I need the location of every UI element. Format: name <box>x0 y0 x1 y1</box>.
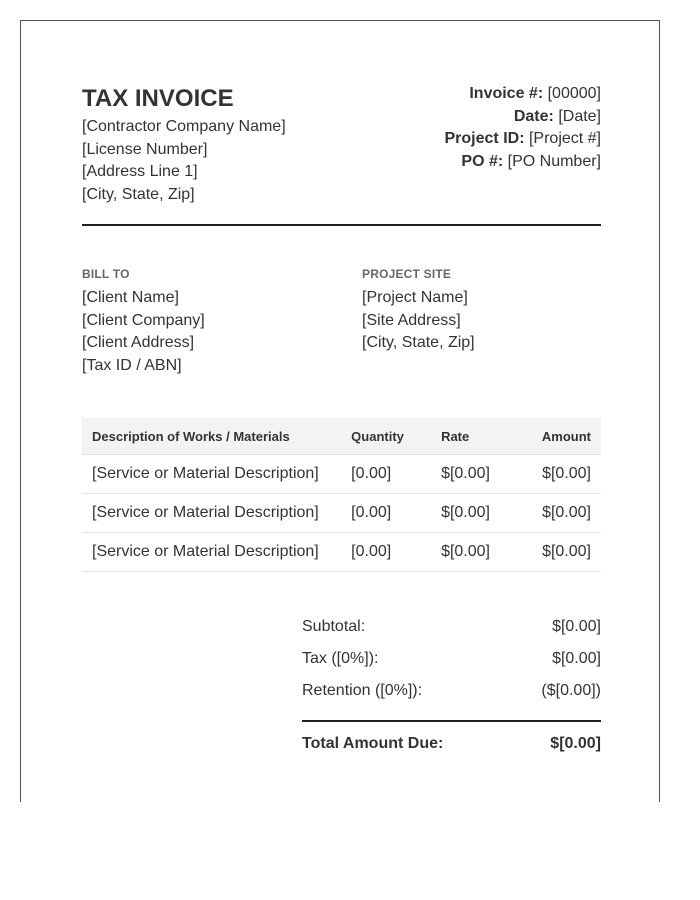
site-city-state-zip: [City, State, Zip] <box>362 334 475 351</box>
item-rate: $[0.00] <box>431 533 532 572</box>
column-header-description: Description of Works / Materials <box>82 418 341 455</box>
invoice-date-row <box>445 106 602 129</box>
column-header-quantity: Quantity <box>341 418 431 455</box>
item-description: [Service or Material Description] <box>82 533 341 572</box>
invoice-date-value: [Date] <box>558 107 601 125</box>
project-id-row <box>445 128 602 151</box>
invoice-number-value: [00000] <box>547 85 601 102</box>
table-row <box>82 533 601 572</box>
po-number-label: PO #: <box>461 152 504 170</box>
item-amount: $[0.00] <box>532 533 601 572</box>
table-row <box>82 455 601 494</box>
client-address: [Client Address] <box>82 334 195 351</box>
contractor-city-state-zip: [City, State, Zip] <box>82 185 195 203</box>
client-name: [Client Name] <box>82 289 179 306</box>
item-amount: $[0.00] <box>532 494 601 533</box>
contractor-company-name: [Contractor Company Name] <box>82 118 286 135</box>
item-amount: $[0.00] <box>532 455 601 494</box>
item-quantity: [0.00] <box>341 455 431 494</box>
subtotal-label: Subtotal: <box>302 618 366 635</box>
invoice-title: TAX INVOICE <box>82 85 234 112</box>
invoice-meta <box>445 83 602 173</box>
contractor-address-line: [Address Line 1] <box>82 163 198 180</box>
item-quantity: [0.00] <box>341 533 431 572</box>
table-header-row <box>82 418 601 455</box>
invoice-date-label: Date: <box>513 107 554 125</box>
tax-value: $[0.00] <box>552 650 601 667</box>
column-header-amount: Amount <box>532 418 601 455</box>
bill-to-section <box>82 267 322 377</box>
header-divider <box>82 224 601 226</box>
subtotal-row <box>302 615 601 647</box>
column-header-rate: Rate <box>431 418 532 455</box>
project-site-caption: PROJECT SITE <box>362 267 452 281</box>
totals-section <box>302 615 601 764</box>
tax-label: Tax ([0%]): <box>302 650 379 667</box>
tax-row <box>302 647 601 679</box>
retention-row <box>302 679 601 711</box>
retention-value: ($[0.00]) <box>541 682 601 699</box>
contractor-details <box>82 116 286 206</box>
bill-to-caption: BILL TO <box>82 267 130 281</box>
project-site-section <box>362 267 602 355</box>
item-rate: $[0.00] <box>431 455 532 494</box>
contractor-license-number: [License Number] <box>82 140 208 158</box>
item-rate: $[0.00] <box>431 494 532 533</box>
invoice-sheet <box>20 20 660 802</box>
subtotal-value: $[0.00] <box>552 618 601 635</box>
client-company: [Client Company] <box>82 311 205 329</box>
invoice-number-label: Invoice #: <box>469 85 544 102</box>
total-due-label: Total Amount Due: <box>302 735 444 752</box>
total-due-value: $[0.00] <box>550 735 601 752</box>
client-tax-id: [Tax ID / ABN] <box>82 356 182 374</box>
project-id-value: [Project #] <box>528 130 601 147</box>
item-description: [Service or Material Description] <box>82 455 341 494</box>
table-row <box>82 494 601 533</box>
po-number-value: [PO Number] <box>507 152 601 170</box>
invoice-number-row <box>445 83 602 106</box>
retention-label: Retention ([0%]): <box>302 682 423 699</box>
project-id-label: Project ID: <box>444 130 525 147</box>
line-items-table <box>82 418 601 572</box>
site-address: [Site Address] <box>362 311 461 329</box>
po-number-row <box>445 151 602 174</box>
item-description: [Service or Material Description] <box>82 494 341 533</box>
item-quantity: [0.00] <box>341 494 431 533</box>
project-name: [Project Name] <box>362 289 468 306</box>
total-due-row <box>302 720 601 764</box>
invoice-header <box>82 83 601 213</box>
